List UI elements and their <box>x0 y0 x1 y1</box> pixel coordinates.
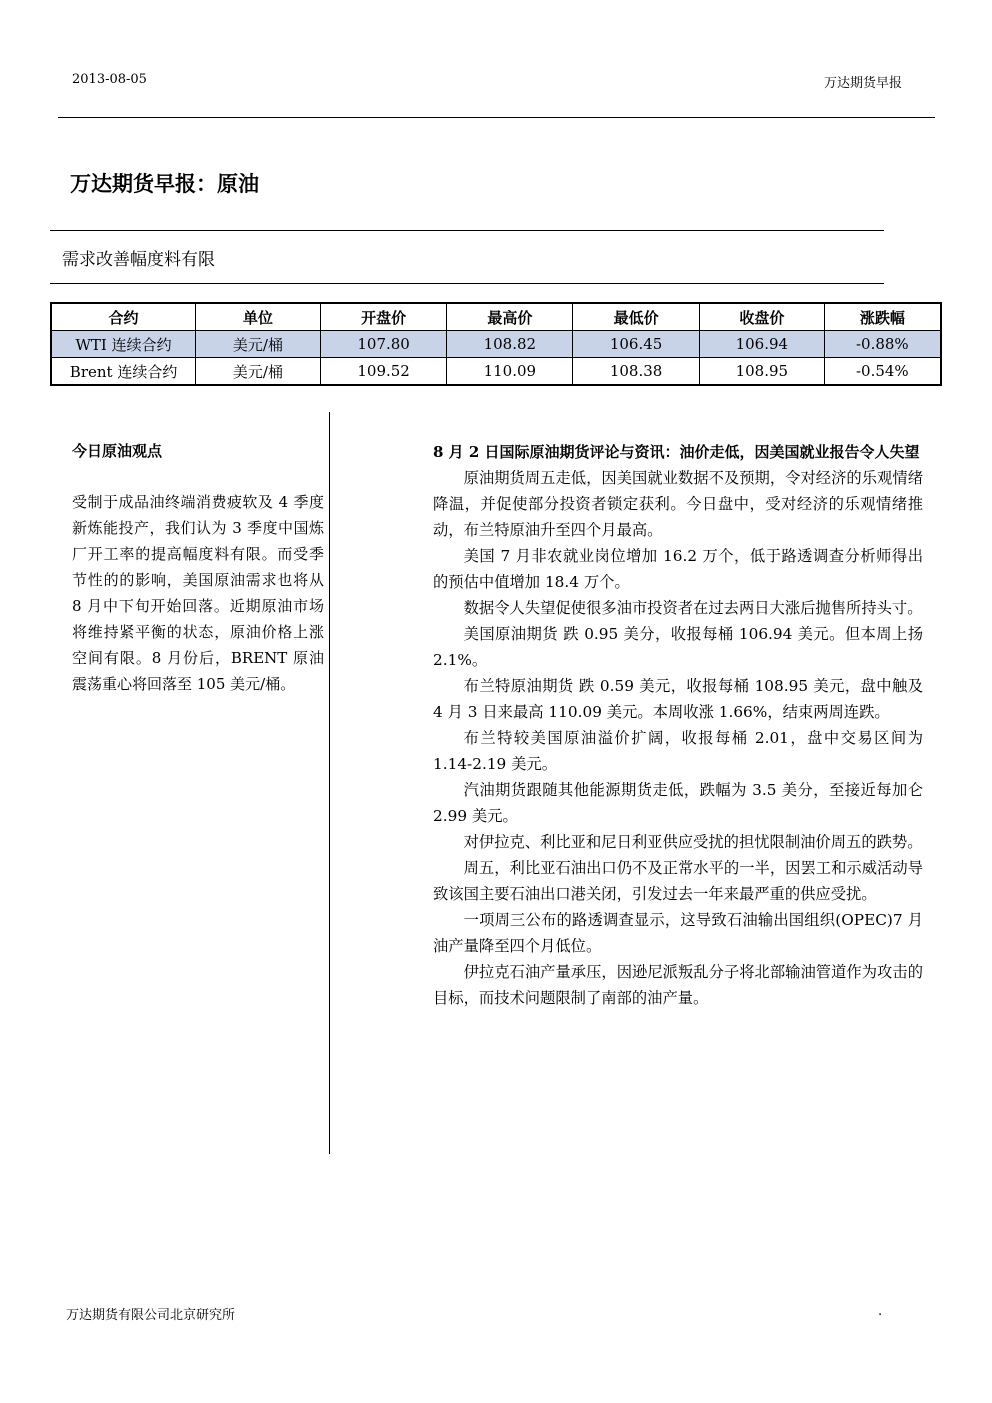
col-header-change: 涨跌幅 <box>824 303 941 331</box>
table-row <box>51 331 941 358</box>
news-paragraph: 数据令人失望促使很多油市投资者在过去两日大涨后抛售所持头寸。 <box>463 599 923 617</box>
news-heading: 8 月 2 日国际原油期货评论与资讯：油价走低，因美国就业报告令人失望 <box>433 443 920 461</box>
cell-low: 106.45 <box>573 331 700 358</box>
report-title: 万达期货早报：原油 <box>70 171 259 196</box>
col-header-low: 最低价 <box>573 303 700 331</box>
table-row <box>51 358 941 386</box>
news-paragraph: 美国原油期货 跌 0.95 美分，收报每桶 106.94 美元。但本周上扬 2.1%。 <box>433 625 923 669</box>
footer-company: 万达期货有限公司北京研究所 <box>66 1308 236 1323</box>
cell-close: 108.95 <box>699 358 824 386</box>
cell-open: 109.52 <box>320 358 447 386</box>
cell-change: -0.54% <box>824 358 941 386</box>
news-section <box>433 440 923 1011</box>
cell-low: 108.38 <box>573 358 700 386</box>
cell-unit: 美元/桶 <box>196 358 321 386</box>
cell-change: -0.88% <box>824 331 941 358</box>
header-brand: 万达期货早报 <box>823 76 902 91</box>
news-paragraph: 美国 7 月非农就业岗位增加 16.2 万个，低于路透调查分析师得出的预估中值增加 18.4 万个。 <box>433 547 923 591</box>
report-subtitle: 需求改善幅度料有限 <box>62 250 215 270</box>
subtitle-top-divider <box>50 230 884 231</box>
col-header-close: 收盘价 <box>699 303 824 331</box>
cell-high: 108.82 <box>447 331 573 358</box>
table-header-row <box>51 303 941 331</box>
news-paragraph: 原油期货周五走低，因美国就业数据不及预期，令对经济的乐观情绪降温，并促使部分投资者锁定获利。今日盘中，受对经济的乐观情绪推动，布兰特原油升至四个月最高。 <box>433 469 923 539</box>
news-paragraph: 一项周三公布的路透调查显示，这导致石油输出国组织(OPEC)7 月油产量降至四个月低位。 <box>433 911 923 955</box>
footer-mark: . <box>878 1304 883 1319</box>
subtitle-bottom-divider <box>50 283 884 284</box>
outlook-section <box>72 440 324 697</box>
col-header-high: 最高价 <box>447 303 573 331</box>
news-paragraph: 对伊拉克、利比亚和尼日利亚供应受扰的担忧限制油价周五的跌势。 <box>463 833 923 851</box>
news-paragraph: 布兰特较美国原油溢价扩阔，收报每桶 2.01，盘中交易区间为 1.14-2.19 美元。 <box>433 729 923 773</box>
column-divider <box>329 412 330 1154</box>
news-paragraph: 伊拉克石油产量承压，因逊尼派叛乱分子将北部输油管道作为攻击的目标，而技术问题限制了南部的油产量。 <box>433 963 923 1007</box>
news-paragraph: 布兰特原油期货 跌 0.59 美元，收报每桶 108.95 美元，盘中触及 4 月 3 日来最高 110.09 美元。本周收涨 1.66%，结束两周连跌。 <box>433 677 923 721</box>
cell-unit: 美元/桶 <box>196 331 321 358</box>
col-header-open: 开盘价 <box>320 303 447 331</box>
price-table <box>50 302 942 386</box>
header-date: 2013-08-05 <box>72 72 147 87</box>
outlook-body: 受制于成品油终端消费疲软及 4 季度新炼能投产，我们认为 3 季度中国炼厂开工率的提高幅度料有限。而受季节性的的影响，美国原油需求也将从 8 月中下旬开始回落。近期原油市场将维持紧平衡的状态，原油价格上涨空间有限。8 月份后，BRENT 原油震荡重心将回落至 105 美元/桶。 <box>72 493 324 693</box>
news-paragraph: 周五，利比亚石油出口仍不及正常水平的一半，因罢工和示威活动导致该国主要石油出口港关闭，引发过去一年来最严重的供应受扰。 <box>433 859 923 903</box>
outlook-heading: 今日原油观点 <box>72 442 163 460</box>
col-header-unit: 单位 <box>196 303 321 331</box>
cell-contract: WTI 连续合约 <box>51 331 196 358</box>
news-paragraph: 汽油期货跟随其他能源期货走低，跌幅为 3.5 美分，至接近每加仑 2.99 美元。 <box>433 781 923 825</box>
cell-close: 106.94 <box>699 331 824 358</box>
col-header-contract: 合约 <box>51 303 196 331</box>
cell-high: 110.09 <box>447 358 573 386</box>
cell-contract: Brent 连续合约 <box>51 358 196 386</box>
header-divider <box>58 117 935 118</box>
cell-open: 107.80 <box>320 331 447 358</box>
